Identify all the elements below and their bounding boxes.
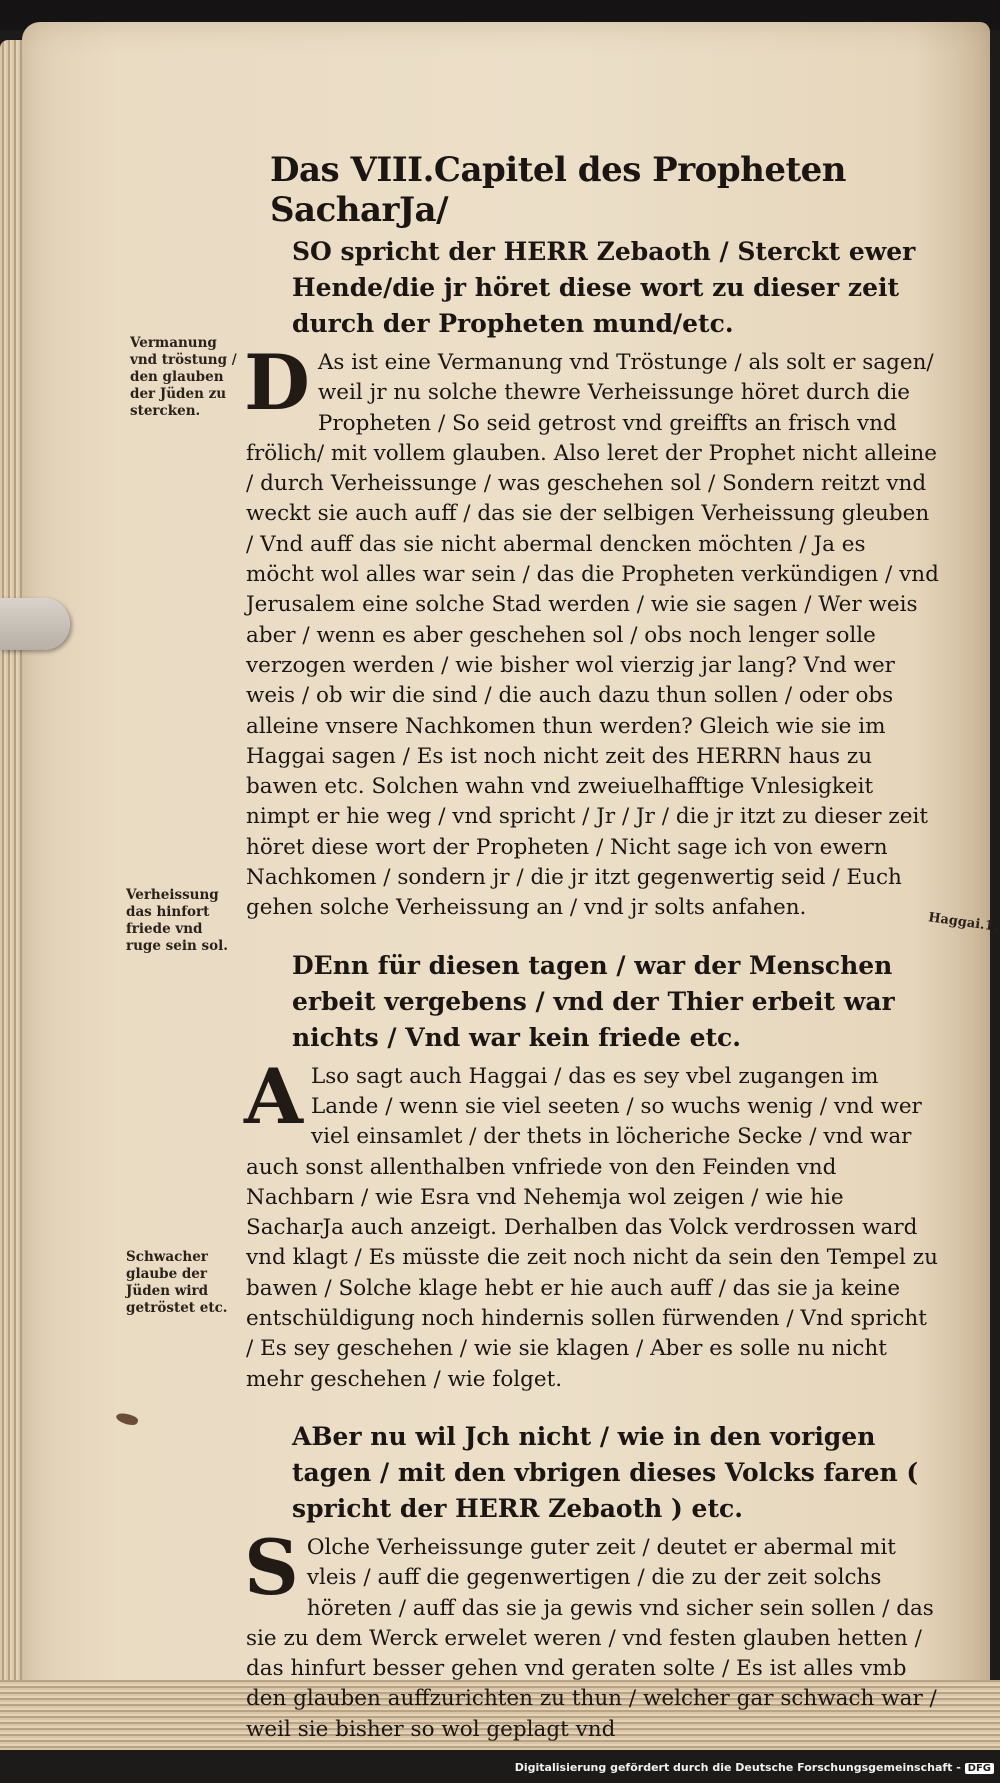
initial-letter-2: A: [244, 1051, 303, 1141]
credit-text: Digitalisierung gefördert durch die Deutsche Forschungsgemeinschaft -: [514, 1761, 961, 1774]
haggai-reference: Haggai.1.: [927, 910, 1000, 935]
commentary-1-text: As ist eine Vermanung vnd Tröstunge / als solt er sagen/ weil jr nu solche thewre Verheissunge höret durch die Propheten / So seid getrost vnd greiffts an frisch vnd frölich/ mit vollem glauben. Also leret der Prophet nicht alleine / durch Verheissunge / was geschehen sol / Sondern reitzt vnd weckt sie auch auff / das sie der selbigen Verheissung gleuben / Vnd auff das sie nicht abermal dencken möchten / Ja es möcht wol alles war sein / das die Propheten verkündigen / vnd Jerusalem eine solche Stad werden / wie sie sagen / Wer weis aber / wenn es aber geschehen sol / obs noch lenger solle verzogen werden / wie bisher wol vierzig jar lang? Vnd wer weis / ob wir die sind / die auch dazu thun sollen / oder obs alleine vnsere Nachkomen thun werden? Gleich wie sie im Haggai sagen / Es ist noch nicht zeit des HERRN haus zu bawen etc. Solchen wahn vnd zweiuelhafftige Vnlesigkeit nimpt er hie weg / vnd spricht / Jr / Jr / die jr itzt zu dieser zeit höret diese wort der Propheten / Nicht sage ich von ewern Nachkomen / sondern jr / die jr itzt gegenwertig seid / Euch gehen solche Verheissung an / vnd jr solts anfahen.: [246, 350, 939, 921]
chapter-text: [120, 150, 940, 1753]
bookmark-tab: [0, 598, 70, 650]
margin-note-1: Vermanung vnd tröstung / den glauben der Jüden zu stercken.: [130, 335, 237, 419]
margin-note-2: Verheissung das hinfort friede vnd ruge sein sol.: [126, 887, 228, 954]
verse-1: SO spricht der HERR Zebaoth / Sterckt ewer Hende/die jr höret diese wort zu dieser zeit durch der Propheten mund/etc.: [292, 237, 916, 338]
initial-letter-1: D: [244, 338, 310, 427]
commentary-2: [244, 1051, 940, 1395]
digitization-credit: [515, 1761, 994, 1774]
commentary-3: [244, 1522, 940, 1745]
dfg-logo: DFG: [965, 1763, 994, 1774]
commentary-3-text: Olche Verheissunge guter zeit / deutet er abermal mit vleis / auff die gegenwertigen / die zu der zeit solchs höreten / auff das sie ja gewis vnd sicher sein sollen / das sie zu dem Werck erwelet weren / vnd festen glauben hetten / das hinfurt besser gehen vnd geraten solte / Es ist alles vmb den glauben auffzurichten zu thun / welcher gar schwach war / weil sie bisher so wol geplagt vnd: [246, 1534, 937, 1742]
commentary-2-text: Lso sagt auch Haggai / das es sey vbel zugangen im Lande / wenn sie viel seeten / so wuchs wenig / vnd wer viel einsamlet / der thets in löcheriche Secke / vnd war auch sonst allenthalben vnfriede von den Feinden vnd Nachbarn / wie Esra vnd Nehemja wol zeigen / wie hie SacharJa auch anzeigt. Derhalben das Volck verdrossen ward vnd klagt / Es müsste die zeit noch nicht da sein den Tempel zu bawen / Solche klage hebt er hie auch auff / das sie ja keine entschüldigung noch hindernis sollen fürwenden / Vnd spricht / Es sey geschehen / wie sie klagen / Aber es solle nu nicht mehr geschehen / wie folget.: [246, 1063, 938, 1392]
margin-note-3: Schwacher glaube der Jüden wird getröstet etc.: [126, 1249, 228, 1316]
verse-2: DEnn für diesen tagen / war der Menschen erbeit vergebens / vnd der Thier erbeit war nichts / Vnd war kein friede etc.: [292, 950, 895, 1052]
commentary-1: [244, 338, 940, 924]
chapter-title: Das VIII.Capitel des Propheten SacharJa/: [270, 150, 847, 230]
initial-letter-3: S: [244, 1522, 299, 1612]
verse-3: ABer nu wil Jch nicht / wie in den vorigen tagen / mit den vbrigen dieses Volcks faren ( spricht der HERR Zebaoth ) etc.: [292, 1421, 919, 1523]
